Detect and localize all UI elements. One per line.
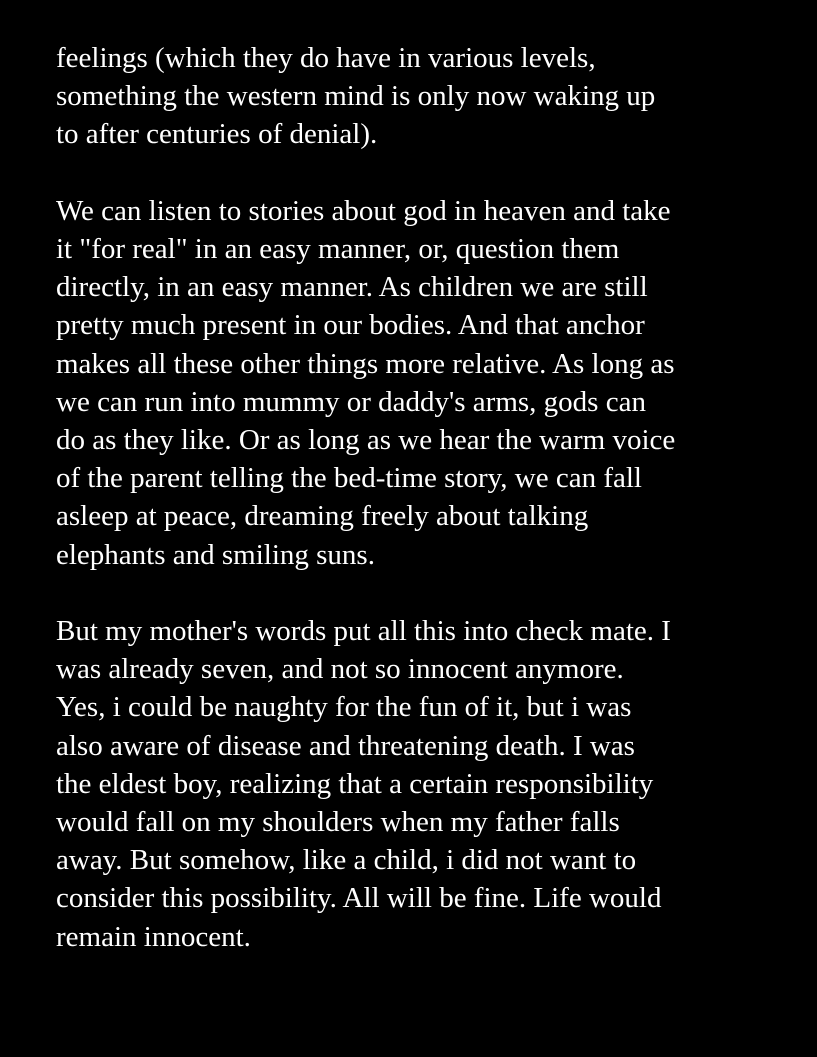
- paragraph-3: [56, 612, 796, 956]
- text-line: of the parent telling the bed-time story, we can fall: [56, 462, 642, 495]
- text-line: we can run into mummy or daddy's arms, gods can: [56, 385, 646, 418]
- text-line: makes all these other things more relative. As long as: [56, 347, 675, 380]
- text-line: pretty much present in our bodies. And that anchor: [56, 309, 645, 342]
- text-line: was already seven, and not so innocent anymore.: [56, 653, 624, 686]
- text-line: the eldest boy, realizing that a certain responsibility: [56, 767, 654, 800]
- text-line: asleep at peace, dreaming freely about talking: [56, 500, 589, 533]
- text-line: remain innocent.: [56, 920, 251, 953]
- text-line: feelings (which they do have in various levels,: [56, 42, 596, 74]
- paragraph-gap: [56, 154, 796, 192]
- text-line: directly, in an easy manner. As children we are still: [56, 271, 648, 304]
- text-line: away. But somehow, like a child, i did not want to: [56, 844, 637, 877]
- text-line: Yes, i could be naughty for the fun of it, but i was: [56, 691, 632, 724]
- text-line: it "for real" in an easy manner, or, question them: [56, 233, 620, 265]
- text-line: to after centuries of denial).: [56, 118, 378, 151]
- text-line: something the western mind is only now waking up: [56, 80, 656, 113]
- paragraph-gap: [56, 574, 796, 612]
- paragraph-1: [56, 39, 796, 154]
- document-page: [56, 39, 796, 956]
- text-line: elephants and smiling suns.: [56, 538, 375, 571]
- text-line: also aware of disease and threatening death. I was: [56, 729, 635, 762]
- text-line: But my mother's words put all this into check mate. I: [56, 615, 671, 648]
- text-line: would fall on my shoulders when my father falls: [56, 806, 620, 839]
- text-line: We can listen to stories about god in heaven and take: [56, 194, 671, 227]
- paragraph-2: [56, 192, 796, 574]
- text-line: consider this possibility. All will be fine. Life would: [56, 882, 662, 915]
- text-line: do as they like. Or as long as we hear the warm voice: [56, 424, 676, 457]
